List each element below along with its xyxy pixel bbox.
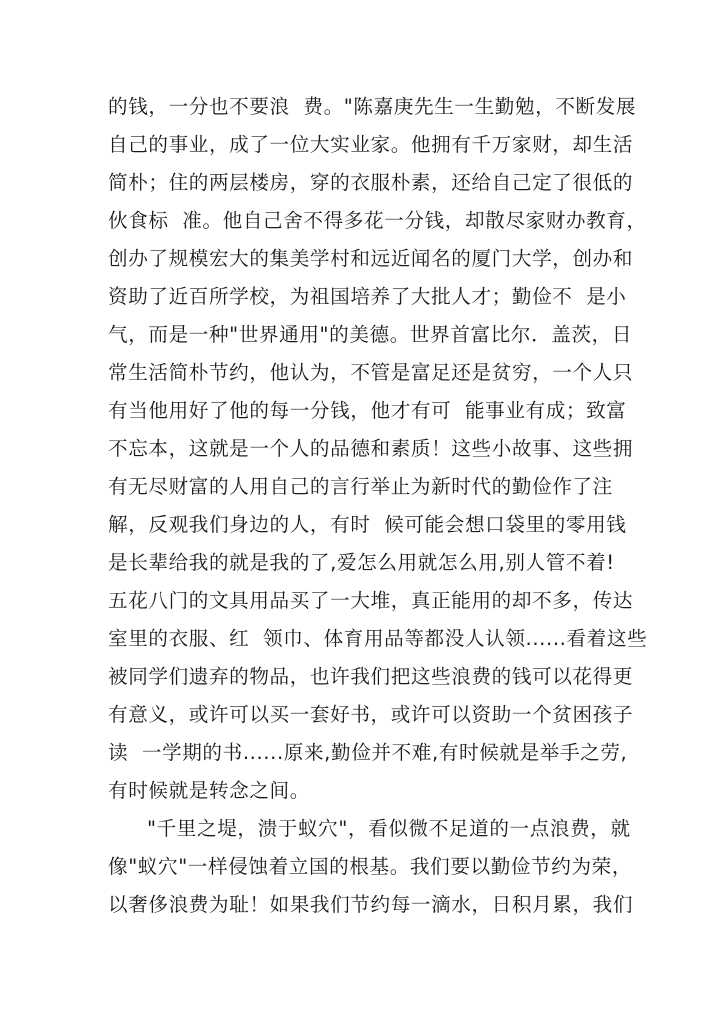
text-line: 以奢侈浪费为耻！如果我们节约每一滴水，日积月累，我们: [108, 893, 634, 916]
text-line: 有时候就是转念之间。: [108, 779, 310, 802]
body-text: [108, 88, 648, 924]
paragraph-first-line: "千里之堤，溃于蚁穴"，看似微不足道的一点浪费，就: [147, 817, 631, 840]
text-line: 常生活简朴节约，他认为，不管是富足还是贫穷，一个人只: [108, 361, 634, 384]
text-line: 有当他用好了他的每一分钱，他才有可 能事业有成；致富: [108, 399, 627, 422]
text-line: 读 一学期的书......原来,勤俭并不难,有时候就是举手之劳,: [108, 741, 628, 764]
text-line: 被同学们遗弃的物品，也许我们把这些浪费的钱可以花得更: [108, 665, 634, 688]
text-line: 伙食标 准。他自己舍不得多花一分钱，却散尽家财办教育，: [108, 209, 647, 232]
text-line: 五花八门的文具用品买了一大堆，真正能用的却不多，传达: [108, 589, 634, 612]
text-line: 自己的事业，成了一位大实业家。他拥有千万家财，却生活: [108, 133, 634, 156]
text-line: 有意义，或许可以买一套好书，或许可以资助一个贫困孩子: [108, 703, 634, 726]
text-line: 有无尽财富的人用自己的言行举止为新时代的勤俭作了注: [108, 475, 613, 498]
text-line: 解，反观我们身边的人，有时 候可能会想口袋里的零用钱: [108, 513, 627, 536]
text-line: 创办了规模宏大的集美学村和远近闻名的厦门大学，创办和: [108, 247, 634, 270]
text-line: 简朴；住的两层楼房，穿的衣服朴素，还给自己定了很低的: [108, 171, 634, 194]
text-line: 不忘本，这就是一个人的品德和素质！这些小故事、这些拥: [108, 437, 634, 460]
text-line: 的钱，一分也不要浪 费。"陈嘉庚先生一生勤勉，不断发展: [108, 95, 637, 118]
text-line: 资助了近百所学校，为祖国培养了大批人才；勤俭不 是小: [108, 285, 627, 308]
text-line: 像"蚁穴"一样侵蚀着立国的根基。我们要以勤俭节约为荣，: [108, 855, 633, 878]
text-line: 是长辈给我的就是我的了,爱怎么用就怎么用,别人管不着!: [108, 551, 615, 574]
text-line: 室里的衣服、红 领巾、体育用品等都没人认领......看着这些: [108, 627, 648, 650]
text-line: 气，而是一种"世界通用"的美德。世界首富比尔．盖茨，日: [108, 323, 633, 346]
